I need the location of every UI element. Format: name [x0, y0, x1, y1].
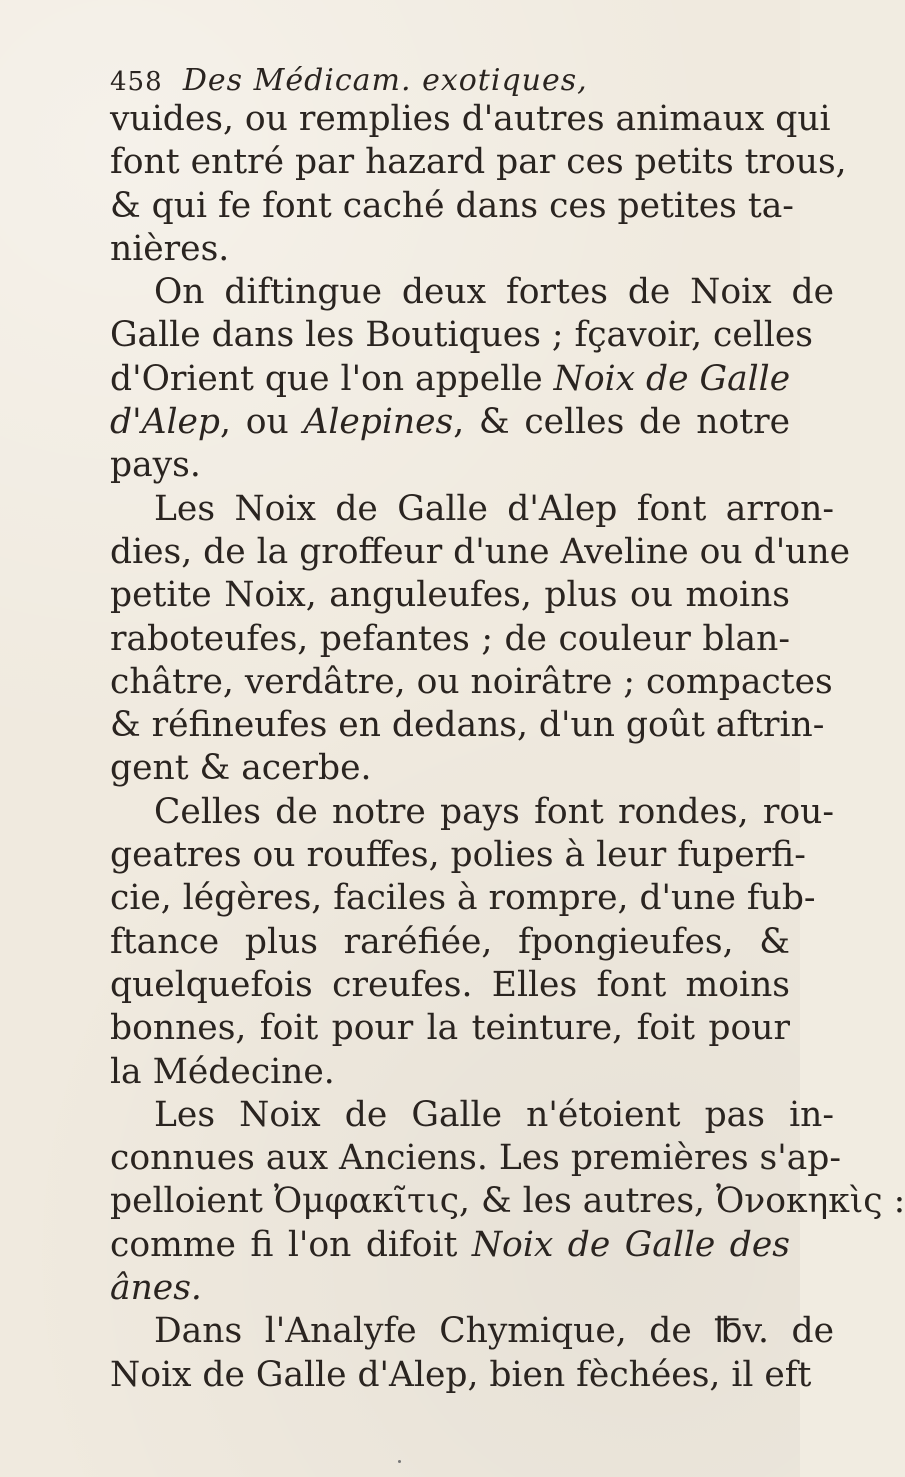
text-line: petite Noix, anguleufes, plus ou moins — [110, 575, 790, 616]
text-line: quelquefois creufes. Elles font moins — [110, 964, 790, 1005]
text-line: ânes. — [110, 1268, 202, 1309]
text-line: nières. — [110, 228, 230, 269]
text-line: geatres ou rouffes, polies à leur fuperfi- — [110, 835, 806, 876]
text-line: pelloient Ὀμφακῖτις, & les autres, Ὀνοκηκὶς : — [110, 1181, 905, 1222]
paragraph-start-line: Les Noix de Galle d'Alep font arron- — [154, 488, 834, 529]
paragraph-start-line: Celles de notre pays font rondes, rou- — [154, 791, 834, 832]
text-line: bonnes, foit pour la teinture, foit pour — [110, 1008, 790, 1049]
text-line: comme fi l'on difoit Noix de Galle des — [110, 1224, 791, 1265]
body-text — [110, 98, 905, 1397]
page-number: 458 — [110, 67, 163, 97]
text-line: d'Alep, ou Alepines, & celles de notre — [110, 402, 790, 443]
text-line: raboteufes, pefantes ; de couleur blan- — [110, 618, 790, 659]
text-line: châtre, verdâtre, ou noirâtre ; compactes — [110, 661, 833, 702]
paragraph-start-line: Dans l'Analyfe Chymique, de ℔v. de — [154, 1311, 834, 1352]
paragraph-start-line: Les Noix de Galle n'étoient pas in- — [154, 1094, 834, 1135]
text-line: Noix de Galle d'Alep, bien fèchées, il eft — [110, 1354, 812, 1395]
text-line: pays. — [110, 445, 201, 486]
text-line: connues aux Anciens. Les premières s'ap- — [110, 1138, 842, 1179]
text-line: cie, légères, faciles à rompre, d'une fub- — [110, 878, 816, 919]
paper-mark — [398, 1460, 401, 1463]
text-line: vuides, ou remplies d'autres animaux qui — [110, 99, 831, 139]
running-head: Des Médicam. exotiques, — [182, 63, 588, 98]
text-line: ftance plus raréfiée, fpongieufes, & — [110, 921, 790, 962]
text-line: font entré par hazard par ces petits trous, — [110, 142, 847, 183]
text-line: & réfineufes en dedans, d'un goût aftrin- — [110, 705, 825, 746]
page-header — [110, 62, 730, 102]
text-line: Galle dans les Boutiques ; fçavoir, celles — [110, 315, 813, 356]
text-line: dies, de la groffeur d'une Aveline ou d'une — [110, 531, 851, 572]
text-line: & qui fe font caché dans ces petites ta- — [110, 185, 794, 226]
text-line: d'Orient que l'on appelle Noix de Galle — [110, 358, 791, 399]
paragraph-start-line: On diftingue deux fortes de Noix de — [154, 272, 834, 313]
text-line: gent & acerbe. — [110, 748, 372, 789]
text-line: la Médecine. — [110, 1051, 335, 1092]
